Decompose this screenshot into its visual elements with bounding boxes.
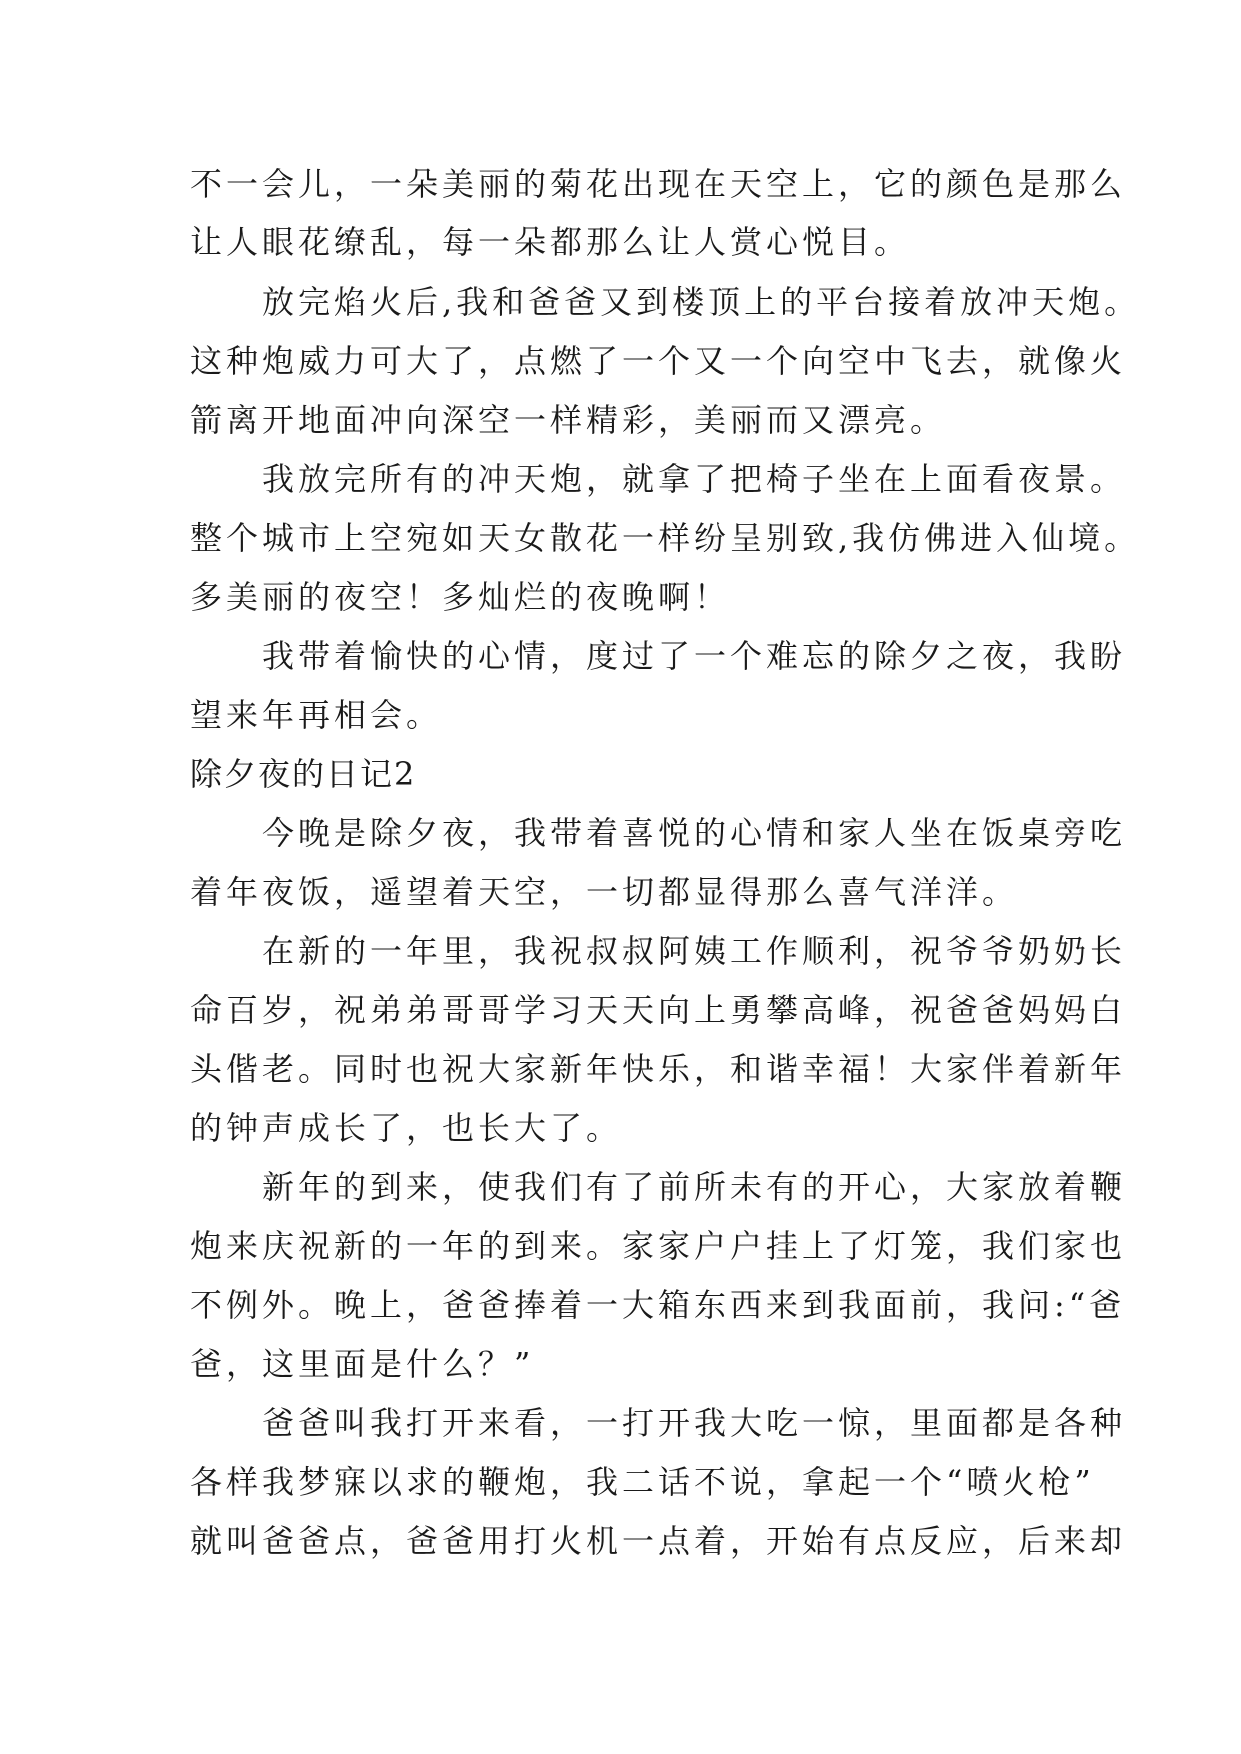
text-line: 整个城市上空宛如天女散花一样纷呈别致,我仿佛进入仙境。 <box>190 519 1141 557</box>
paragraph-first-line: 在新的一年里，我祝叔叔阿姨工作顺利，祝爷爷奶奶长 <box>190 932 1127 970</box>
text-line: 头偕老。同时也祝大家新年快乐，和谐幸福！大家伴着新年 <box>190 1050 1127 1088</box>
paragraph-first-line: 放完焰火后,我和爸爸又到楼顶上的平台接着放冲天炮。 <box>190 283 1141 321</box>
text-line: 不例外。晚上，爸爸捧着一大箱东西来到我面前，我问:“爸 <box>190 1286 1126 1324</box>
paragraph-first-line: 爸爸叫我打开来看，一打开我大吃一惊，里面都是各种 <box>190 1404 1127 1442</box>
paragraph-first-line: 今晚是除夕夜，我带着喜悦的心情和家人坐在饭桌旁吃 <box>190 814 1127 852</box>
text-line: 各样我梦寐以求的鞭炮，我二话不说，拿起一个“喷火枪” <box>190 1463 1095 1501</box>
text-line: 望来年再相会。 <box>190 696 443 734</box>
text-line: 炮来庆祝新的一年的到来。家家户户挂上了灯笼，我们家也 <box>190 1227 1127 1265</box>
text-line: 就叫爸爸点，爸爸用打火机一点着，开始有点反应，后来却 <box>190 1522 1127 1560</box>
text-line: 着年夜饭，遥望着天空，一切都显得那么喜气洋洋。 <box>190 873 1019 911</box>
text-line: 的钟声成长了，也长大了。 <box>190 1109 623 1147</box>
paragraph-first-line: 我带着愉快的心情，度过了一个难忘的除夕之夜，我盼 <box>190 637 1127 675</box>
paragraph-first-line: 新年的到来，使我们有了前所未有的开心，大家放着鞭 <box>190 1168 1127 1206</box>
text-line: 让人眼花缭乱，每一朵都那么让人赏心悦目。 <box>190 223 911 261</box>
text-line: 多美丽的夜空！多灿烂的夜晚啊！ <box>190 578 731 616</box>
section-heading: 除夕夜的日记2 <box>190 755 417 793</box>
text-line: 爸，这里面是什么？” <box>190 1345 535 1383</box>
text-line: 命百岁，祝弟弟哥哥学习天天向上勇攀高峰，祝爸爸妈妈白 <box>190 991 1127 1029</box>
text-line: 这种炮威力可大了，点燃了一个又一个向空中飞去，就像火 <box>190 342 1127 380</box>
text-line: 不一会儿，一朵美丽的菊花出现在天空上，它的颜色是那么 <box>190 165 1127 203</box>
text-line: 箭离开地面冲向深空一样精彩，美丽而又漂亮。 <box>190 401 947 439</box>
paragraph-first-line: 我放完所有的冲天炮，就拿了把椅子坐在上面看夜景。 <box>190 460 1127 498</box>
